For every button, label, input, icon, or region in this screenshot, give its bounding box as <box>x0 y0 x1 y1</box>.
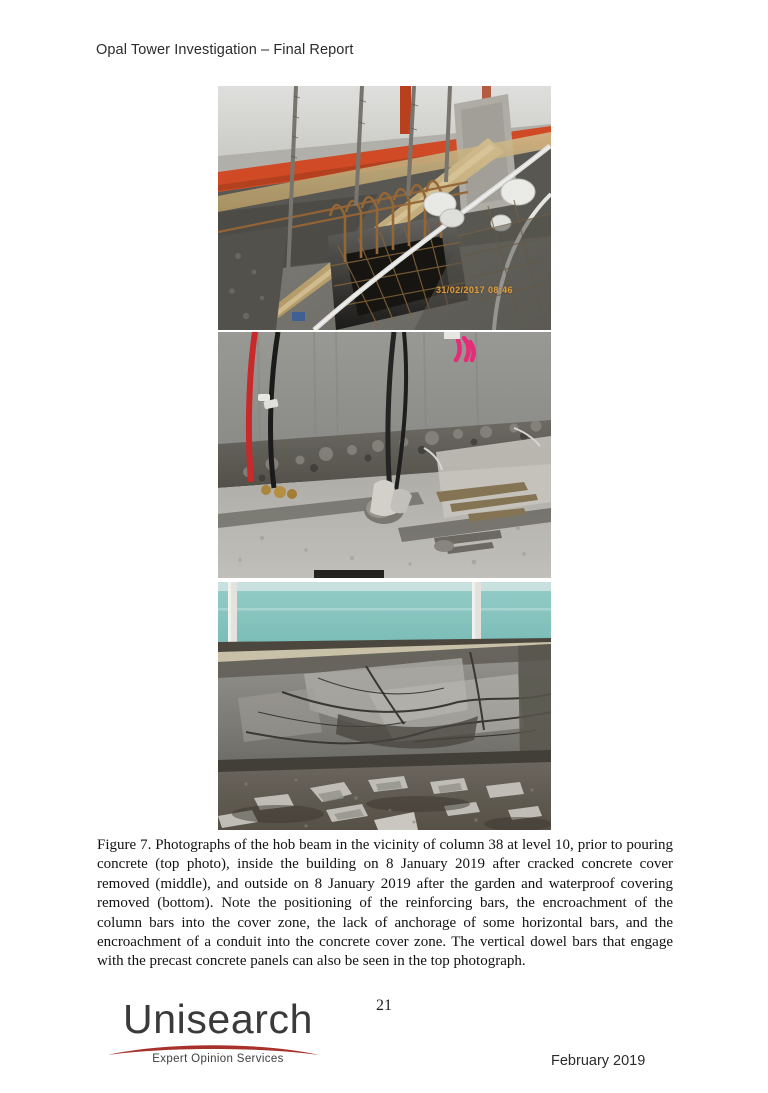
figure-caption-text: Figure 7. Photographs of the hob beam in the vicinity of column 38 at level 10, prior to pouring concrete (top photo), inside the building on 8 January 2019 after cracked concrete cover removed (middle), and outside on 8 January 2019 after the garden and waterproof covering removed (bottom). Note the positioning of the reinforcing bars, the encroachment of the column bars into the cover zone, the lack of anchorage of some horizontal bars, and the encroachment of a conduit into the concrete cover zone. The vertical dowel bars that engage with the precast concrete panels can also be seen in the top photograph. <box>97 837 673 970</box>
bottom-photo <box>218 582 551 830</box>
document-running-header: Opal Tower Investigation – Final Report <box>96 42 354 58</box>
unisearch-logo <box>113 997 323 1075</box>
footer-date: February 2019 <box>551 1053 646 1069</box>
top-photo <box>218 86 551 330</box>
unisearch-logo-tagline: Expert Opinion Services <box>152 1053 284 1065</box>
middle-photo <box>218 332 551 578</box>
page-number: 21 <box>376 997 392 1014</box>
unisearch-logo-wordmark: Unisearch <box>123 996 313 1042</box>
photo-timestamp: 31/02/2017 08:46 <box>436 285 513 295</box>
figure-photo-group <box>218 86 551 830</box>
figure-caption <box>97 836 673 972</box>
